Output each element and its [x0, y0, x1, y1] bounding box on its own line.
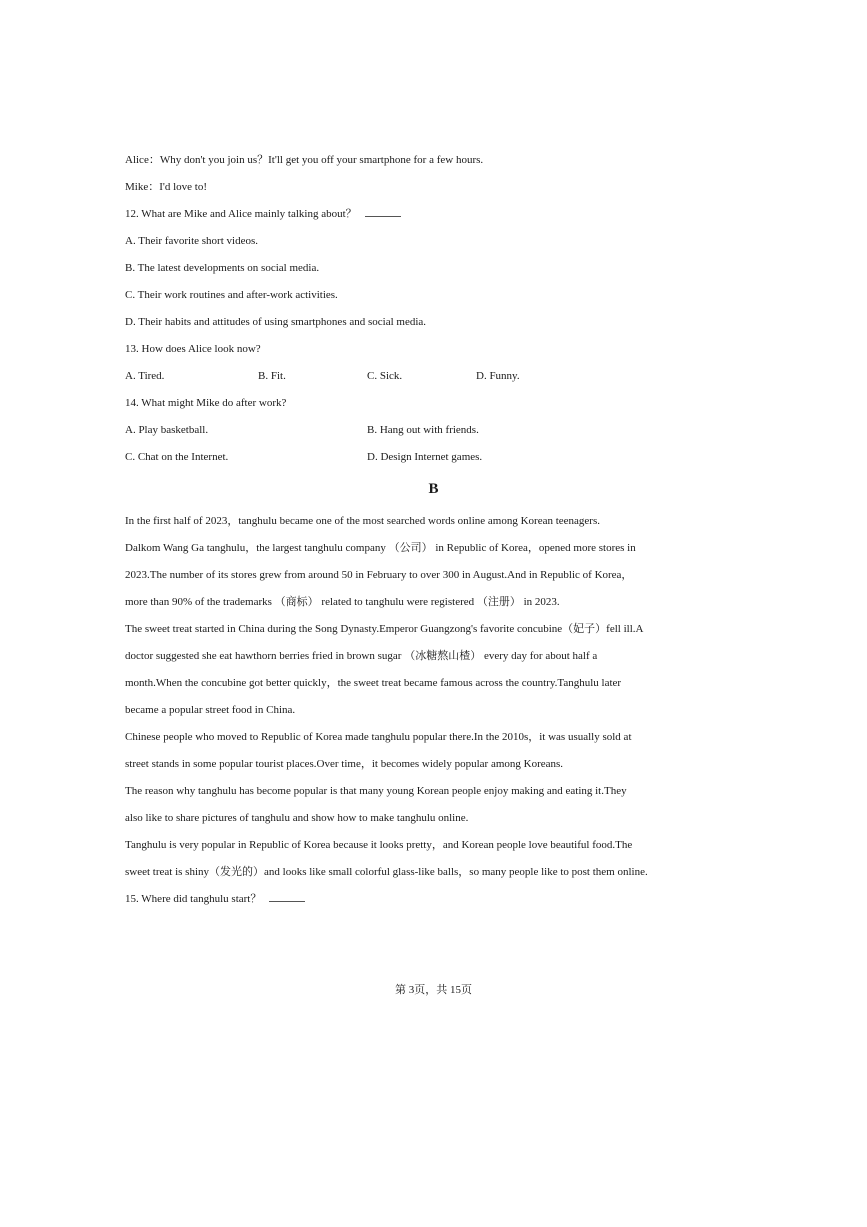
dialogue-mike: Mike：I'd love to!	[125, 181, 208, 193]
passage-line: Dalkom Wang Ga tanghulu，the largest tanghulu company （公司） in Republic of Korea，opened more stores in	[125, 542, 636, 554]
q14-option-d: D. Design Internet games.	[367, 451, 483, 463]
q13-option-c: C. Sick.	[367, 370, 403, 382]
passage-line: sweet treat is shiny（发光的）and looks like small colorful glass-like balls，so many people like to post them online.	[125, 866, 648, 878]
passage-line: Chinese people who moved to Republic of Korea made tanghulu popular there.In the 2010s，it was usually sold at	[125, 731, 632, 743]
question-15	[125, 892, 305, 906]
q13-option-a: A. Tired.	[125, 370, 165, 382]
q14-option-c: C. Chat on the Internet.	[125, 451, 229, 463]
q12-option-d: D. Their habits and attitudes of using smartphones and social media.	[125, 316, 427, 328]
answer-blank	[269, 892, 305, 902]
q14-option-a: A. Play basketball.	[125, 424, 209, 436]
passage-line: In the first half of 2023，tanghulu became one of the most searched words online among Korean teenagers.	[125, 515, 600, 527]
question-15-text: 15. Where did tanghulu start？	[125, 893, 262, 905]
passage-line: 2023.The number of its stores grew from around 50 in February to over 300 in August.And in Republic of Korea，	[125, 569, 633, 581]
section-heading-b: B	[428, 481, 439, 497]
passage-line: more than 90% of the trademarks （商标） related to tanghulu were registered （注册） in 2023.	[125, 596, 560, 608]
passage-line: Tanghulu is very popular in Republic of Korea because it looks pretty，and Korean people love beautiful food.The	[125, 839, 633, 851]
question-12	[125, 207, 401, 221]
passage-line: The sweet treat started in China during the Song Dynasty.Emperor Guangzong's favorite concubine（妃子）fell ill.A	[125, 623, 644, 635]
passage-line: became a popular street food in China.	[125, 704, 296, 716]
question-13: 13. How does Alice look now?	[125, 343, 261, 355]
passage-line: month.When the concubine got better quickly，the sweet treat became famous across the country.Tanghulu later	[125, 677, 622, 689]
dialogue-alice: Alice：Why don't you join us？It'll get you off your smartphone for a few hours.	[125, 154, 484, 166]
q12-option-b: B. The latest developments on social media.	[125, 262, 320, 274]
answer-blank	[365, 207, 401, 217]
q13-option-d: D. Funny.	[476, 370, 520, 382]
page-footer: 第 3页，共 15页	[395, 984, 472, 996]
passage-line: doctor suggested she eat hawthorn berries fried in brown sugar （冰糖熬山楂） every day for about half a	[125, 650, 598, 662]
q12-option-c: C. Their work routines and after-work activities.	[125, 289, 338, 301]
q14-option-b: B. Hang out with friends.	[367, 424, 479, 436]
passage-line: street stands in some popular tourist places.Over time，it becomes widely popular among Koreans.	[125, 758, 564, 770]
q12-option-a: A. Their favorite short videos.	[125, 235, 258, 247]
passage-line: The reason why tanghulu has become popular is that many young Korean people enjoy making and eating it.They	[125, 785, 627, 797]
question-14: 14. What might Mike do after work?	[125, 397, 287, 409]
question-12-text: 12. What are Mike and Alice mainly talking about？	[125, 208, 357, 220]
q13-option-b: B. Fit.	[258, 370, 286, 382]
passage-line: also like to share pictures of tanghulu and show how to make tanghulu online.	[125, 812, 469, 824]
